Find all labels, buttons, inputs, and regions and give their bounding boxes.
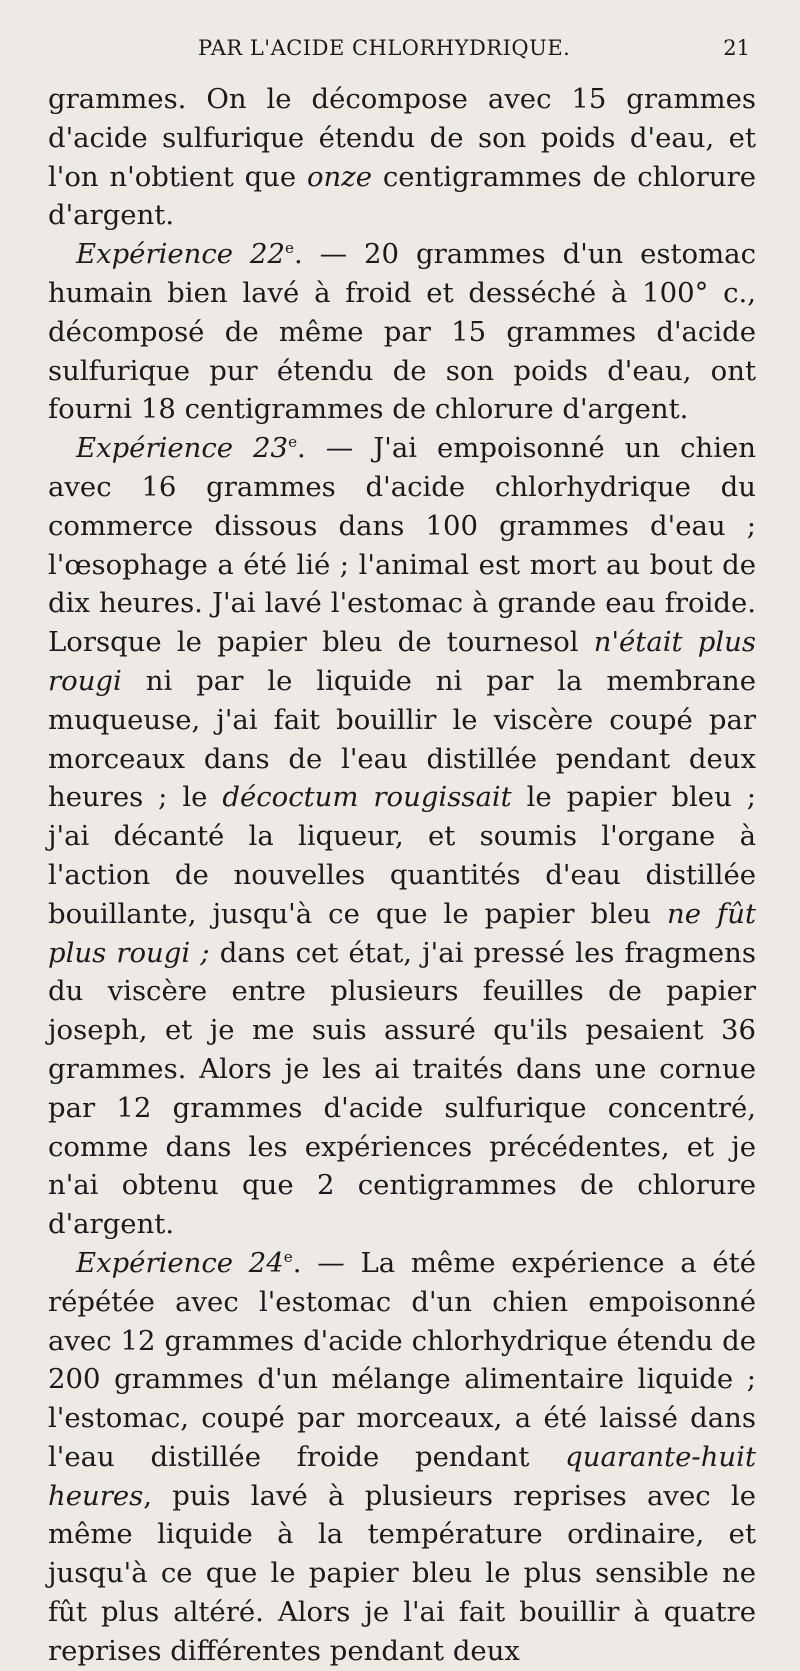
paragraph-experience-23: Expérience 23e. — J'ai empoisonné un chien avec 16 grammes d'acide chlorhydrique du commerce dissous dans 100 grammes d'eau ; l'œsophage a été lié ; l'animal est mort au bout de dix heures. J'ai lavé l'estomac à grande eau froide. Lorsque le papier bleu de tournesol n'était plus rougi ni par le liquide ni par la membrane muqueuse, j'ai fait bouillir le viscère coupé par morceaux dans de l'eau distillée pendant deux heures ; le décoctum rougissait le papier bleu ; j'ai décanté la liqueur, et soumis l'organe à l'action de nouvelles quantités d'eau distillée bouillante, jusqu'à ce que le papier bleu ne fût plus rougi ; dans cet état, j'ai pressé les fragmens du viscère entre plusieurs feuilles de papier joseph, et je me suis assuré qu'ils pesaient 36 grammes. Alors je les ai traités dans une cornue par 12 grammes d'acide sulfurique concentré, comme dans les expériences précédentes, et je n'ai obtenu que 2 centigrammes de chlorure d'argent. — [48, 432, 757, 1241]
running-title: PAR L'ACIDE CHLORHYDRIQUE. — [198, 36, 571, 60]
paragraph-1: grammes. On le décompose avec 15 grammes d'acide sulfurique étendu de son poids d'eau, et l'on n'obtient que onze centigrammes de chlorure d'argent. — [48, 83, 756, 232]
experience-label: Expérience 22 — [76, 238, 285, 271]
page-header — [48, 36, 756, 80]
paragraph-experience-22: Expérience 22e. — 20 grammes d'un estomac humain bien lavé à froid et desséché à 100° c., décomposé de même par 15 grammes d'acide sulfurique pur étendu de son poids d'eau, ont fourni 18 centigrammes de chlorure d'argent. — [48, 238, 756, 426]
body-text — [48, 80, 756, 1671]
experience-label: Expérience 24 — [76, 1246, 284, 1279]
page-number: 21 — [723, 36, 750, 60]
paragraph-experience-24: Expérience 24e. — La même expérience a été répétée avec l'estomac d'un chien empoisonné avec 12 grammes d'acide chlorhydrique étendu de 200 grammes d'un mélange alimentaire liquide ; l'estomac, coupé par morceaux, a été laissé dans l'eau distillée froide pendant quarante-huit heures, puis lavé à plusieurs reprises avec le même liquide à la température ordinaire, et jusqu'à ce que le papier bleu le plus sensible ne fût plus altéré. Alors je l'ai fait bouillir à quatre reprises différentes pendant deux — [48, 1246, 756, 1667]
experience-label: Expérience 23 — [76, 432, 289, 465]
